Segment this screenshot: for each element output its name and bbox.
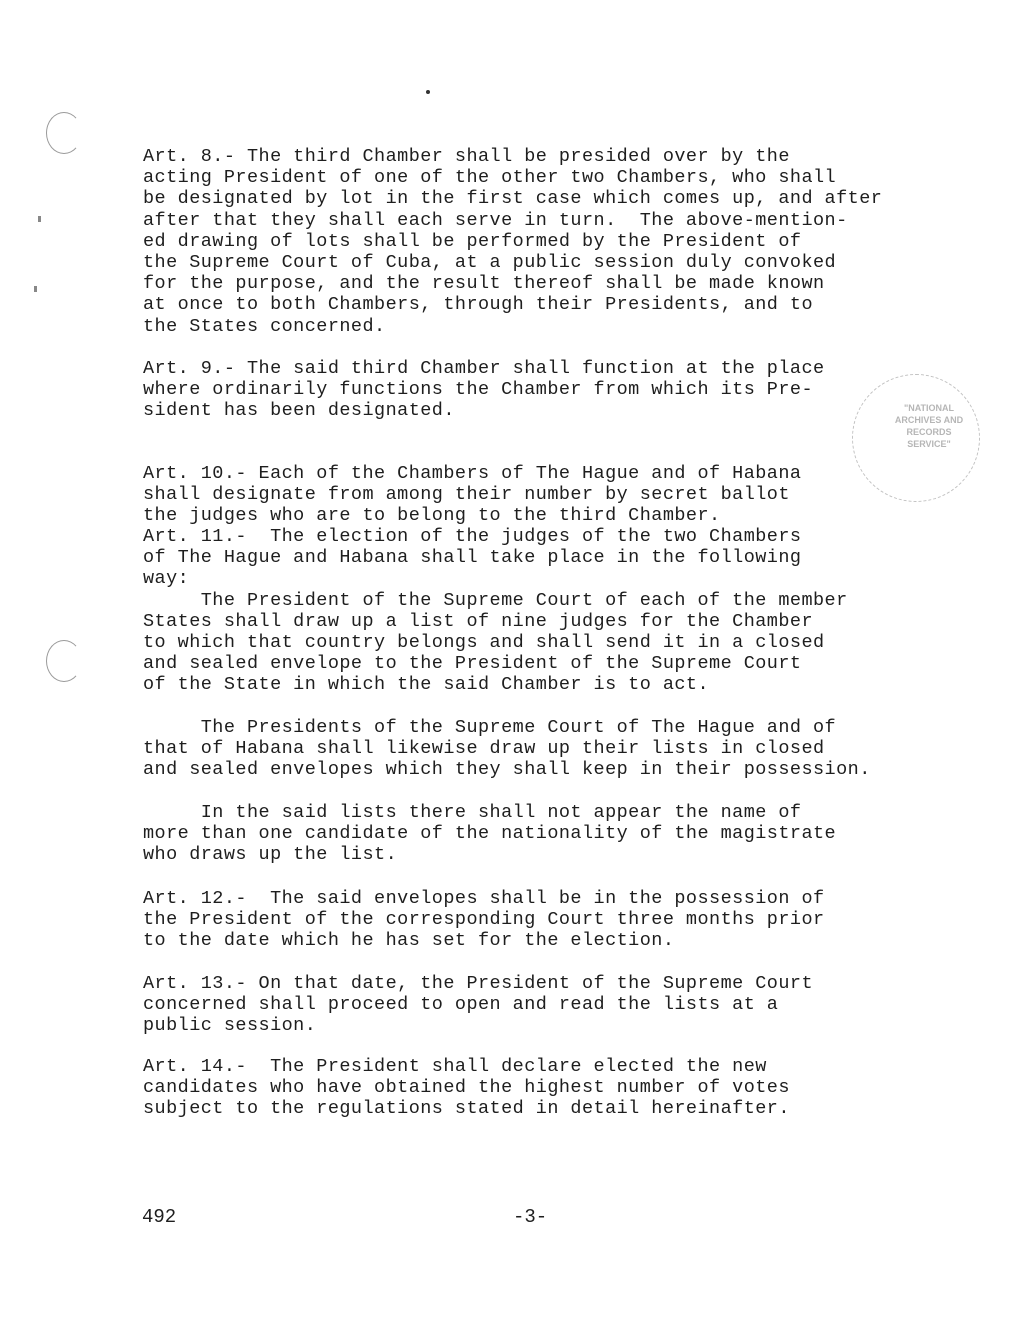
text-line: sident has been designated.: [143, 400, 455, 422]
text-line: Art. 9.- The said third Chamber shall function at the place: [143, 358, 825, 379]
text-line: The Presidents of the Supreme Court of The Hague and of: [143, 717, 837, 738]
text-line: In the said lists there shall not appear the name of: [143, 802, 802, 823]
text-line: the judges who are to belong to the third Chamber.: [143, 505, 721, 527]
text-line: the States concerned.: [143, 315, 386, 337]
archive-stamp-text: [884, 402, 974, 450]
text-line: more than one candidate of the nationality of the magistrate: [143, 823, 837, 845]
text-line: shall designate from among their number by secret ballot: [143, 484, 790, 506]
stamp-line: ARCHIVES AND: [894, 415, 964, 425]
ink-dot: [426, 90, 430, 94]
text-line: after that they shall each serve in turn. The above-mention-: [143, 209, 848, 231]
margin-mark: [34, 286, 37, 292]
punch-hole-middle: [46, 640, 82, 682]
punch-hole-top: [46, 112, 82, 154]
text-line: be designated by lot in the first case which comes up, and after: [143, 188, 883, 210]
text-line: who draws up the list.: [143, 844, 398, 866]
text-line: at once to both Chambers, through their Presidents, and to: [143, 294, 814, 316]
text-line: where ordinarily functions the Chamber from which its Pre-: [143, 379, 814, 401]
text-line: and sealed envelopes which they shall keep in their possession.: [143, 759, 871, 781]
text-line: for the purpose, and the result thereof shall be made known: [143, 273, 825, 295]
page-number: -3-: [513, 1206, 548, 1228]
text-line: ed drawing of lots shall be performed by the President of: [143, 230, 802, 252]
text-line: to the date which he has set for the election.: [143, 930, 675, 952]
text-line: to which that country belongs and shall send it in a closed: [143, 632, 825, 653]
text-line: subject to the regulations stated in detail hereinafter.: [143, 1098, 790, 1120]
text-line: of the State in which the said Chamber is to act.: [143, 674, 710, 696]
text-line: and sealed envelope to the President of the Supreme Court: [143, 653, 802, 675]
text-line: Art. 14.- The President shall declare elected the new: [143, 1056, 767, 1077]
text-line: Art. 13.- On that date, the President of the Supreme Court: [143, 973, 814, 994]
text-line: Art. 8.- The third Chamber shall be presided over by the: [143, 146, 790, 167]
text-line: Art. 10.- Each of the Chambers of The Hague and of Habana: [143, 463, 802, 484]
text-line: candidates who have obtained the highest number of votes: [143, 1077, 790, 1099]
text-line: The President of the Supreme Court of each of the member: [143, 589, 848, 611]
stamp-line: SERVICE": [907, 439, 951, 449]
text-line: the Supreme Court of Cuba, at a public session duly convoked: [143, 252, 837, 273]
text-line: public session.: [143, 1015, 317, 1037]
text-line: concerned shall proceed to open and read the lists at a: [143, 994, 779, 1016]
text-line: Art. 11.- The election of the judges of the two Chambers: [143, 526, 802, 547]
text-line: the President of the corresponding Court three months prior: [143, 909, 825, 931]
stamp-line: RECORDS: [906, 427, 952, 437]
text-line: way:: [143, 568, 190, 590]
text-line: that of Habana shall likewise draw up their lists in closed: [143, 738, 825, 760]
text-line: of The Hague and Habana shall take place in the following: [143, 547, 802, 569]
stamp-line: "NATIONAL: [903, 403, 955, 413]
text-line: States shall draw up a list of nine judges for the Chamber: [143, 610, 814, 632]
text-line: acting President of one of the other two Chambers, who shall: [143, 167, 837, 189]
document-number: 492: [142, 1206, 177, 1228]
margin-mark: [38, 216, 41, 222]
text-line: Art. 12.- The said envelopes shall be in the possession of: [143, 888, 825, 909]
